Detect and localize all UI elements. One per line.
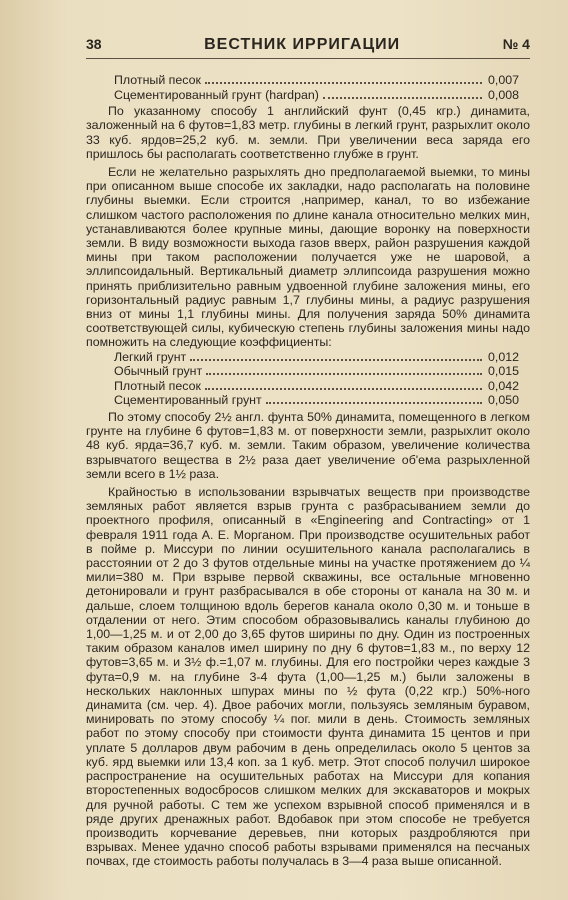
soil-name: Легкий грунт xyxy=(114,349,187,364)
dot-leader xyxy=(205,82,482,84)
soil-value: 0,007 xyxy=(488,73,520,87)
running-header xyxy=(86,36,530,59)
dot-leader xyxy=(206,373,482,375)
dot-leader xyxy=(266,402,482,404)
page-number: 38 xyxy=(86,36,102,52)
list-item xyxy=(114,364,530,379)
coefficient-value: 0,012 xyxy=(488,349,520,364)
dot-leader xyxy=(323,97,482,99)
coefficient-value: 0,042 xyxy=(488,378,520,393)
soil-name: Сцементированный грунт (hardpan) xyxy=(114,87,319,102)
list-item xyxy=(114,350,530,365)
soil-name: Плотный песок xyxy=(114,378,201,393)
dot-leader xyxy=(190,359,482,361)
paragraph: Если не желательно разрыхлять дно предполагаемой выемки, то мины при описанном выше способе их закладки, надо располагать на половине глубины выемки. Если строится ,например, канал, то во избежание слишком частого расположения по длине канала относительно мелких мин, устанавливаются более крупные мины, дающие воронку на поверхности земли. В виду возможности выхода газов вверх, район разрушения каждой мины при таком расположении получается уже не шаровой, а эллипсоидальный. Вертикальный диаметр эллипсоида разрушения можно принять приблизительно равным удвоенной глубине заложения мины, его горизонтальный радиус равным 1,7 глубины мины, а радиус разрушения вниз от мины 1,1 глубины мины. Для получения заряда 50% динамита соответствующей силы, кубическую степень глубины заложения мины надо помножить на следующие коэффициенты: xyxy=(86,165,530,350)
issue-number: № 4 xyxy=(502,36,530,52)
list-item xyxy=(114,73,530,88)
article-body xyxy=(86,73,530,869)
paragraph: По этому способу 2½ англ. фунта 50% динамита, помещенного в легком грунте на глубине 6 футов=1,83 м. от поверхности земли, разрыхлит около 48 куб. ярда=36,7 куб. м. земли. Таким образом, увеличение количества взрывчатого вещества в 2½ раза дает увеличение об'ема разрыхленной земли всего в 1½ раза. xyxy=(86,410,530,481)
coefficient-value: 0,050 xyxy=(488,393,520,408)
journal-title: ВЕСТНИК ИРРИГАЦИИ xyxy=(204,36,401,53)
list-item xyxy=(114,379,530,394)
dot-leader xyxy=(205,388,482,390)
soil-name: Сцементированный грунт xyxy=(114,393,262,408)
coefficient-value: 0,015 xyxy=(488,364,520,379)
soil-value: 0,008 xyxy=(488,87,520,102)
paragraph: По указанному способу 1 английский фунт (0,45 кгр.) динамита, заложенный на 6 футов=1,83 метр. глубины в легкий грунт, разрыхлит около 33 куб. ярдов=25,2 куб. м. земли. При увеличении веса заряда его пришлось бы располагать соответственно глубже в грунт. xyxy=(86,104,530,161)
list-item xyxy=(114,88,530,103)
soil-list-top xyxy=(86,73,530,102)
list-item xyxy=(114,393,530,408)
paragraph: Крайностью в использовании взрывчатых веществ при производстве земляных работ является взрыв грунта с разбрасыванием земли до проектного профиля, описанный в «Engineering and Contracting» от 1 февраля 1911 года А. Е. Морганом. При производстве осушительных работ в пойме р. Миссури по линии осушительного канала располагались в расстоянии от 2 до 3 футов отдельные мины на участке протяжением до ¼ мили=380 м. При взрыве первой скважины, все остальные мгновенно детонировали и грунт разбрасывался в обе стороны от канала на 30 м. и дальше, слоем толщиною вдоль берегов канала около 0,30 м. и тоньше в отдалении от него. Этим способом образовывались каналы глубиною до 1,00—1,25 м. и от 2,00 до 3,65 футов ширины по дну. Один из построенных таким образом каналов имел ширину по дну 6 футов=1,83 м., по верху 12 футов=3,65 м. и 3½ ф.=1,07 м. глубины. Для его постройки через каждые 3 фута=0,9 м. на глубине 3-4 фута (1,00—1,25 м.) были заложены в нескольких наклонных шпурах мины по ½ фута (0,22 кгр.) 50%-ного динамита (см. чер. 4). Двое рабочих могли, пользуясь земляным буравом, минировать по этому способу ¼ пог. мили в день. Стоимость земляных работ по этому способу при стоимости фунта динамита 15 центов и при уплате 5 долларов двум рабочим в день определилась около 5 центов за куб. ярд выемки или 13,4 коп. за 1 куб. метр. Этот способ получил широкое распространение на осушительных работах на Миссури для копания второстепенных водосбросов слишком мелких для экскаваторов и мокрых для ручной работы. С тем же успехом взрывной способ применялся и в ряде других дренажных работ. Вдобавок при этом способе не требуется производить корчевание деревьев, пни которых раздробляются при взрывах. Менее удачно способ работы взрывами применялся на песчаных почвах, где стоимость работы получалась в 3—4 раза выше описанной. xyxy=(86,485,530,869)
soil-name: Плотный песок xyxy=(114,73,201,87)
coefficient-list xyxy=(86,350,530,408)
soil-name: Обычный грунт xyxy=(114,364,203,379)
